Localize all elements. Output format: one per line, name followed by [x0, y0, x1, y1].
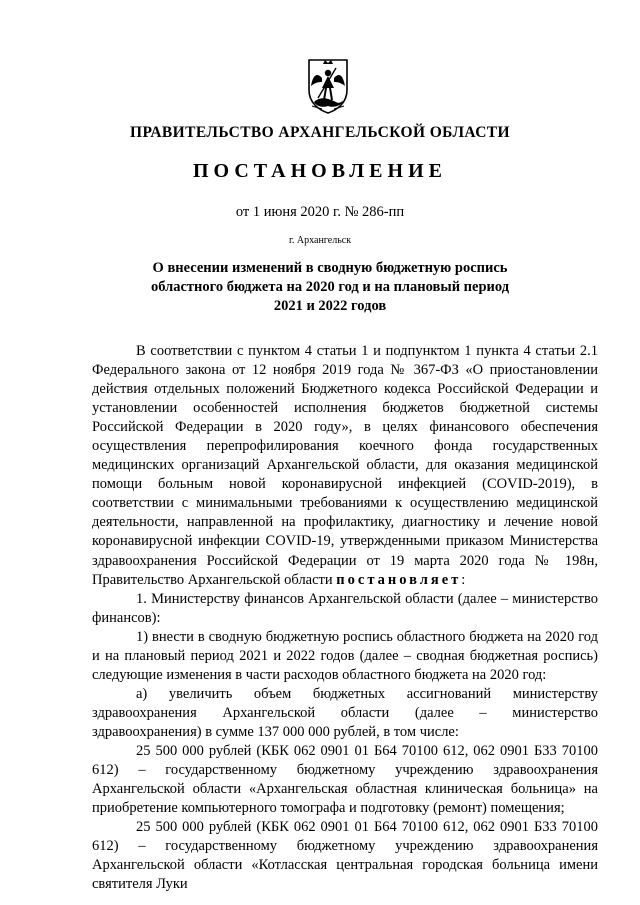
government-name: ПРАВИТЕЛЬСТВО АРХАНГЕЛЬСКОЙ ОБЛАСТИ — [129, 124, 510, 141]
title-line: областного бюджета на 2020 год и на плановый период — [150, 279, 510, 295]
preamble-text: В соответствии с пунктом 4 статьи 1 и подпунктом 1 пункта 4 статьи 2.1 Федерального закона от 12 ноября 2019 года № 367-ФЗ «О приостановлении действия отдельных положений Бюджетного кодекса Российской Федерации и установлении особенностей исполнения бюджетов бюджетной системы Российской Федерации в 2020 году», в целях финансового обеспечения осуществления перепрофилирования коечного фонда государственных медицинских организаций Архангельской области, для оказания медицинской помощи больным новой коронавирусной инфекцией (COVID-2019), в соответствии с минимальными требованиями к осуществлению медицинской деятельности, направленной на профилактику, диагностику и лечение новой коронавирусной инфекции COVID-19, утвержденными приказом Министерства здравоохранения Российской Федерации от 19 марта 2020 года № 198н, Правительство Архангельской области — [92, 343, 598, 588]
coat-of-arms-emblem — [306, 58, 350, 114]
decree-tail: : — [461, 571, 466, 588]
body-paragraph: 1) внести в сводную бюджетную роспись областного бюджета на 2020 год и на плановый период 2021 и 2022 годов (далее – сводная бюджетная роспись) следующие изменения в части расходов областного бюджета на 2020 год: — [92, 628, 598, 683]
body-paragraph: 25 500 000 рублей (КБК 062 0901 01 Б64 70100 612, 062 0901 Б33 70100 612) – государственному бюджетному учреждению здравоохранения Архангельской области «Архангельская областная клиническая больница» на приобретение компьютерного томографа и подготовку (ремонт) помещения; — [92, 742, 598, 817]
body-paragraph: 1. Министерству финансов Архангельской области (далее – министерство финансов): — [92, 590, 598, 626]
document-type: ПОСТАНОВЛЕНИЕ — [193, 160, 447, 182]
document-city: г. Архангельск — [288, 235, 352, 246]
title-line: 2021 и 2022 годов — [273, 298, 387, 314]
preamble-paragraph — [92, 342, 598, 590]
document-date-number: от 1 июня 2020 г. № 286-пп — [235, 204, 405, 220]
decree-word: постановляет — [336, 571, 462, 588]
title-line: О внесении изменений в сводную бюджетную роспись — [152, 260, 508, 276]
document-title — [120, 259, 540, 316]
body-paragraph: а) увеличить объем бюджетных ассигнований министерству здравоохранения Архангельской области (далее – министерство здравоохранения) в сумме 137 000 000 рублей, в том числе: — [92, 685, 598, 740]
document-body — [92, 342, 598, 894]
body-paragraph: 25 500 000 рублей (КБК 062 0901 01 Б64 70100 612, 062 0901 Б33 70100 612) – государственному бюджетному учреждению здравоохранения Архангельской области «Котласская центральная городская больница имени святителя Луки — [92, 819, 598, 893]
